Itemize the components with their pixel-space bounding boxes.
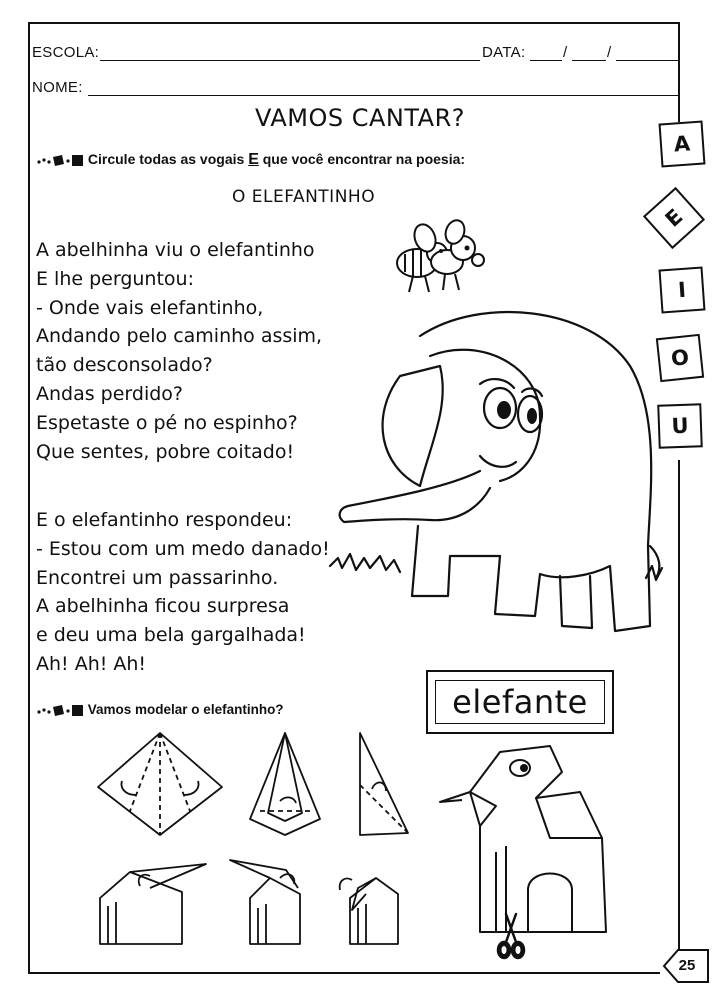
school-label: ESCOLA: [32,44,100,61]
instruction-prefix: Circule todas as vogais [87,151,249,167]
scissors-icon [496,912,526,960]
word-elefante: elefante [435,680,605,724]
vowel-tile-a[interactable]: A [659,121,706,168]
poem-stanza-1 [36,236,322,466]
vowel-tile-e[interactable]: E [643,187,705,249]
poem-line: Andas perdido? [36,382,184,405]
poem-line: - Onde vais elefantinho, [36,296,264,319]
poem-line: E lhe perguntou: [36,267,194,290]
bees-illustration [385,218,495,300]
page-border-bottom [28,972,660,974]
origami-step-4 [100,864,206,944]
page-title: VAMOS CANTAR? [254,104,466,132]
instruction-model-elephant [36,702,284,717]
word-box [426,670,614,734]
poem-line: A abelhinha viu o elefantinho [36,239,315,261]
poem-line: - Estou com um medo danado! [36,537,330,560]
origami-step-5 [230,860,300,944]
poem-line: E o elefantinho respondeu: [36,509,293,531]
page-border-top [28,22,678,24]
date-month-field[interactable] [572,60,606,61]
date-label: DATA: [482,44,526,61]
poem-stanza-2 [36,506,330,679]
date-day-field[interactable] [530,60,562,61]
poem-title: O ELEFANTINHO [232,187,376,207]
poem-line: e deu uma bela gargalhada! [36,624,306,647]
origami-steps-row-2 [90,848,420,948]
origami-steps-row-1 [90,725,440,835]
poem-line: Encontrei um passarinho. [36,566,279,589]
poem-line: tão desconsolado? [36,354,213,377]
origami-step-2 [250,733,320,835]
date-separator: / [563,44,568,61]
bullet-arrow-icon [36,153,84,167]
poem-line: Que sentes, pobre coitado! [36,440,295,463]
vowel-tile-i[interactable]: I [659,267,706,314]
date-year-field[interactable] [616,60,678,61]
origami-step-6 [340,878,398,944]
name-label: NOME: [32,79,83,96]
name-field[interactable] [88,95,678,96]
origami-elephant-final [440,742,640,948]
bullet-arrow-icon [36,703,84,717]
vowel-tile-u[interactable]: U [657,403,703,449]
page-number: 25 [678,956,696,974]
instruction-text: Vamos modelar o elefantinho? [87,702,284,717]
origami-step-1 [98,733,222,835]
instruction-circle-vowels [36,151,465,169]
vowel-tile-o[interactable]: O [656,334,704,382]
origami-step-3 [360,733,408,835]
instruction-letter: E [248,151,259,168]
poem-line: A abelhinha ficou surpresa [36,595,290,618]
poem-line: Andando pelo caminho assim, [36,325,323,348]
instruction-suffix: que você encontrar na poesia: [258,151,466,167]
school-field[interactable] [100,60,480,61]
page-border-right-lower [678,460,680,950]
date-separator: / [607,44,612,61]
page-border-left [28,22,30,972]
poem-line: Ah! Ah! Ah! [36,652,147,675]
elephant-illustration [330,296,665,646]
poem-line: Espetaste o pé no espinho? [36,411,298,434]
